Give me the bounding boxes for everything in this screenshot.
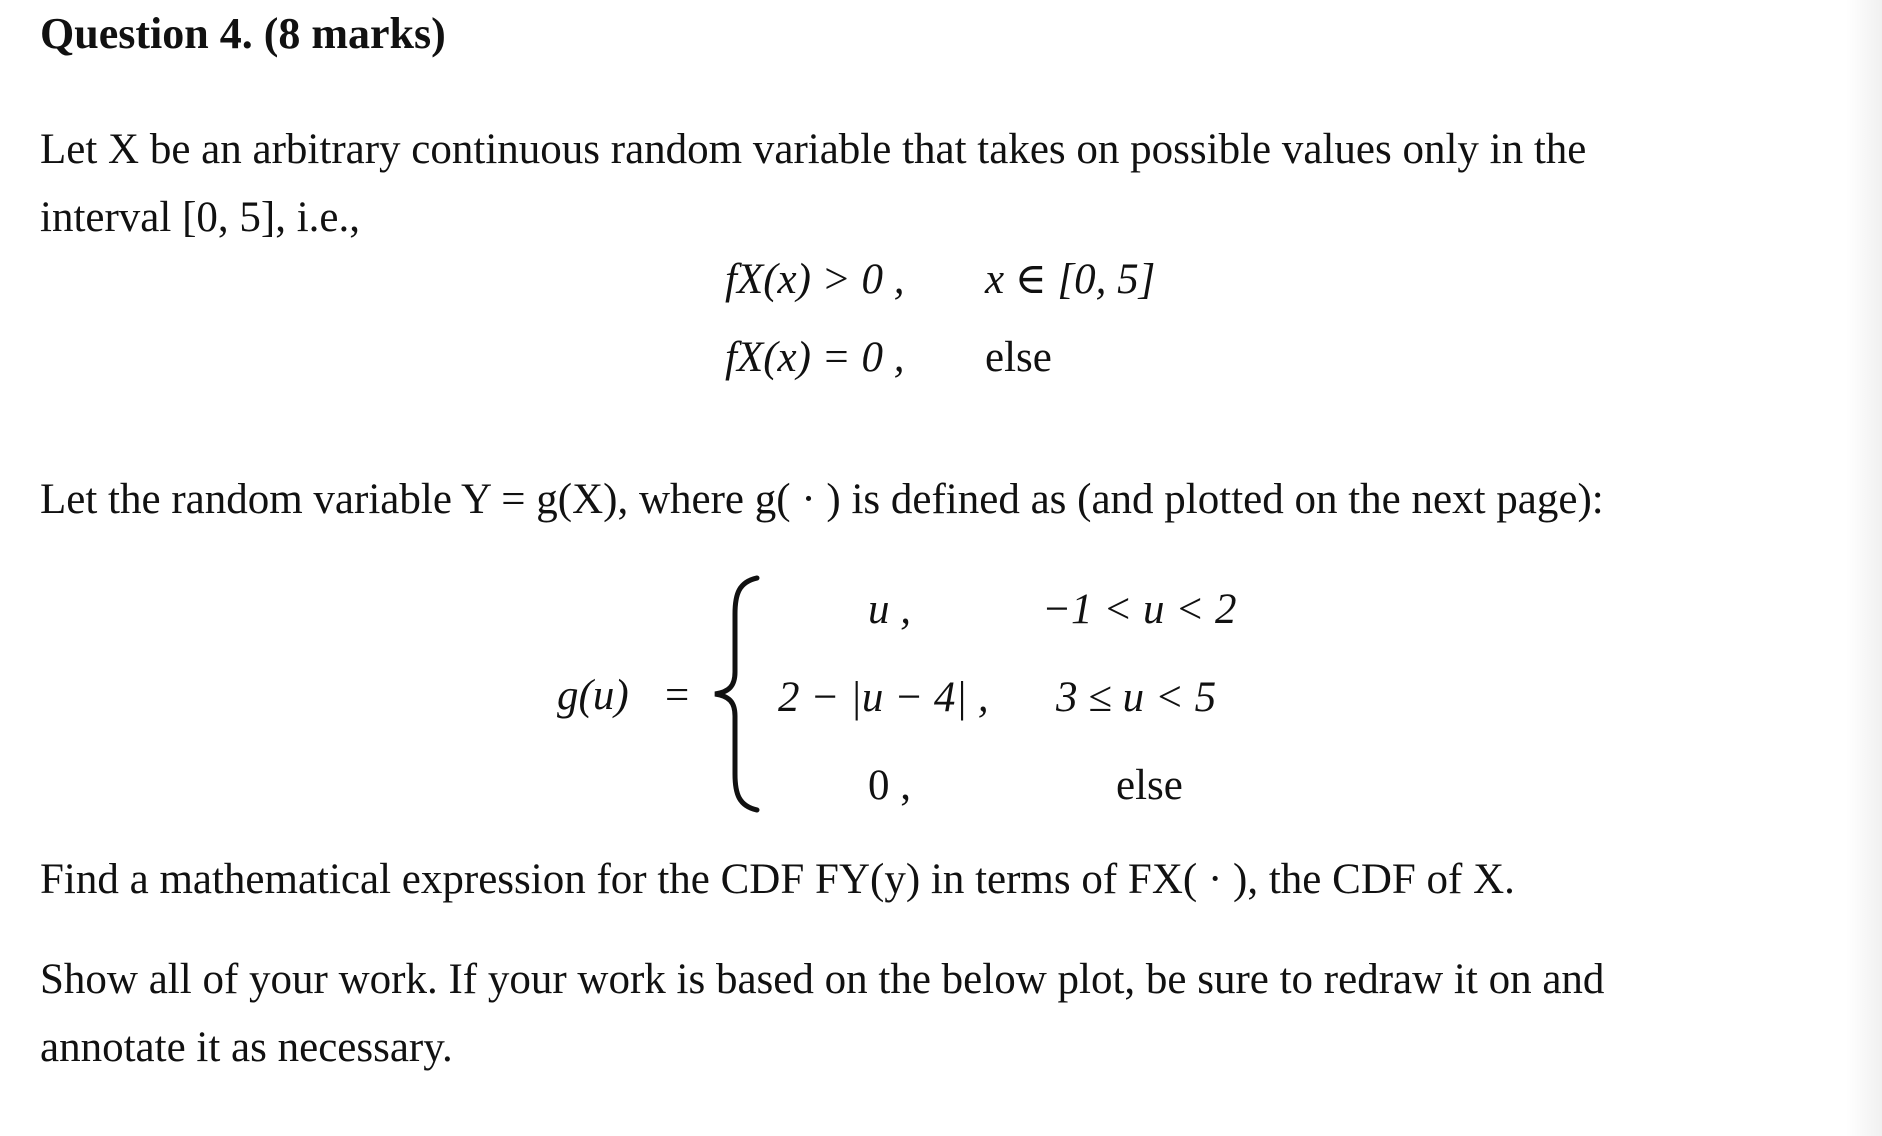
density-row2-cond: else bbox=[985, 334, 1052, 381]
density-row2-expr: fX(x) = 0 , bbox=[725, 334, 905, 381]
left-brace bbox=[705, 574, 765, 814]
instructions-line-1: Show all of your work. If your work is based on the below plot, be sure to redraw it on and bbox=[40, 956, 1605, 1003]
intro-paragraph bbox=[40, 116, 1800, 252]
definition-line: Let the random variable Y = g(X), where g( · ) is defined as (and plotted on the next page): bbox=[40, 476, 1604, 523]
instructions-line-2: annotate it as necessary. bbox=[40, 1024, 453, 1071]
piecewise-equals: = bbox=[665, 672, 690, 719]
task-line: Find a mathematical expression for the CDF FY(y) in terms of FX( · ), the CDF of X. bbox=[40, 856, 1515, 903]
density-row1-expr: fX(x) > 0 , bbox=[725, 256, 905, 303]
intro-line-1: Let X be an arbitrary continuous random variable that takes on possible values only in the bbox=[40, 126, 1587, 173]
case-1-cond: −1 < u < 2 bbox=[1042, 586, 1237, 633]
intro-line-2: interval [0, 5], i.e., bbox=[40, 194, 361, 241]
piecewise-lhs: g(u) bbox=[557, 672, 629, 719]
case-2-expr: 2 − |u − 4| , bbox=[778, 674, 989, 721]
case-3-cond: else bbox=[1116, 762, 1183, 809]
question-title: Question 4. (8 marks) bbox=[40, 9, 446, 58]
case-1-expr: u , bbox=[868, 586, 911, 633]
definition-paragraph bbox=[40, 466, 1800, 534]
page-edge-shadow bbox=[1846, 0, 1882, 1136]
task-paragraph bbox=[40, 846, 1800, 914]
density-row1-cond: x ∈ [0, 5] bbox=[985, 256, 1156, 303]
case-2-cond: 3 ≤ u < 5 bbox=[1056, 674, 1217, 721]
case-3-expr: 0 , bbox=[868, 762, 911, 809]
instructions-paragraph bbox=[40, 946, 1800, 1082]
